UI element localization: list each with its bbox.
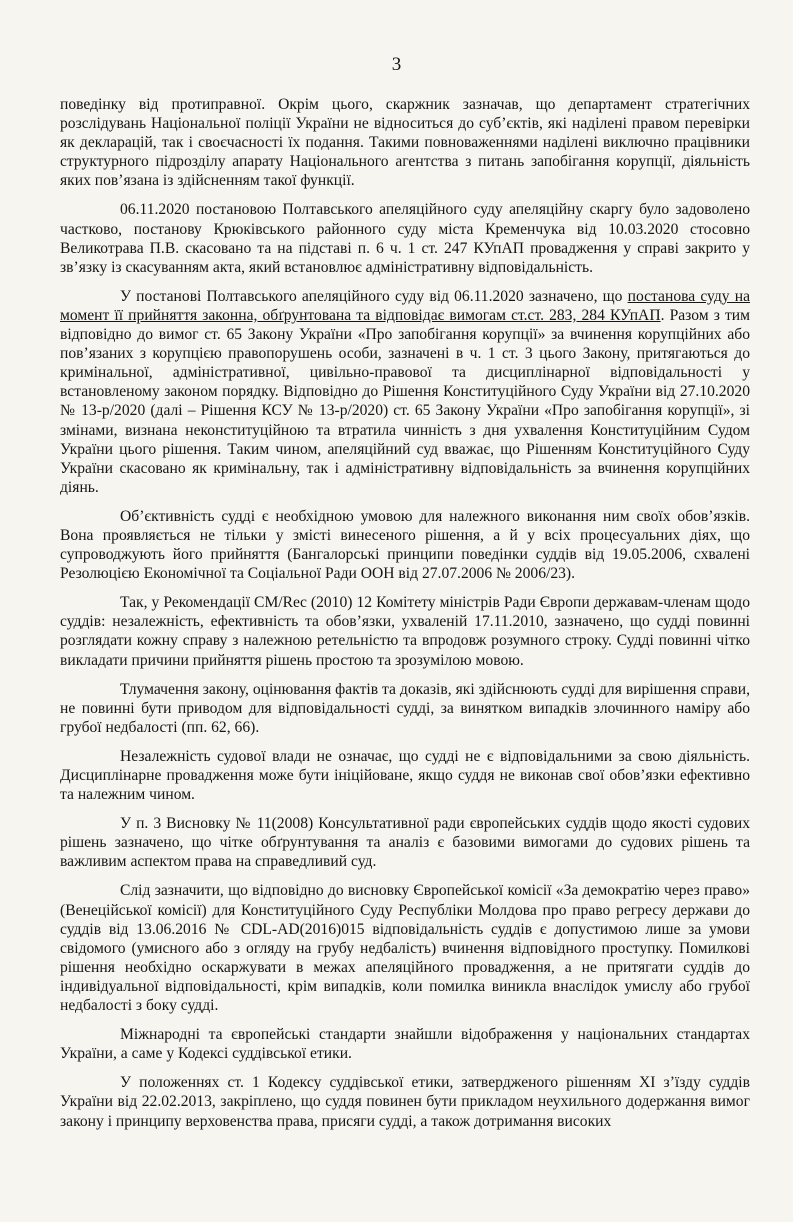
paragraph-interpretation: Тлумачення закону, оцінювання фактів та доказів, які здійснюють судді для вирішення справи, не повинні бути приводом для відповідальності судді, за винятком випадків злочинного наміру або грубої недбалості (пп. 62, 66). xyxy=(60,680,750,736)
paragraph-text: . Разом з тим відповідно до вимог ст. 65 Закону України «Про запобігання корупції» за вчинення корупційних або пов’язаних з корупцією правопорушень особи, зазначені в ч. 1 ст. 3 цього Закону, притягаються до кримінальної, адміністративної, цивільно-правової та дисциплінарної відповідальності у встановленому законом порядку. Відповідно до Рішення Конституційного Суду України від 27.10.2020 № 13-р/2020 (далі – Рішення КСУ № 13-р/2020) ст. 65 Закону України «Про запобігання корупції», зі змінами, визнана неконституційною та втратила чинність з дня ухвалення Конституційним Судом України цього рішення. Таким чином, апеляційний суд вважає, що Рішенням Конституційного Суду України скасовано як кримінальну, так і адміністративну відповідальність за вчинення корупційних діянь. xyxy=(60,306,751,496)
paragraph-text: У постанові Полтавського апеляційного суду від 06.11.2020 зазначено, що xyxy=(120,287,628,305)
paragraph-independence: Незалежність судової влади не означає, що судді не є відповідальними за свою діяльність. Дисциплінарне провадження може бути ініційоване, якщо суддя не виконав свої обов’язки ефективно та належним чином. xyxy=(60,747,750,804)
paragraph-appeal-reasoning xyxy=(60,287,750,497)
document-body xyxy=(60,95,750,1137)
paragraph-ethics-code: У положеннях ст. 1 Кодексу суддівської етики, затвердженого рішенням ХІ з’їзду суддів України від 22.02.2013, закріплено, що суддя повинен бути прикладом неухильного додержання вимог закону і принципу верховенства права, присяги судді, а також дотримання високих xyxy=(60,1074,750,1130)
page-number: 3 xyxy=(391,54,402,75)
paragraph-recommendation: Так, у Рекомендації CM/Rec (2010) 12 Комітету міністрів Ради Європи державам-членам щодо суддів: незалежність, ефективність та обов’язки, ухваленій 17.11.2010, зазначено, що судді повинні розглядати кожну справу з належною ретельністю та впродовж розумного строку. Судді повинні чітко викладати причини прийняття рішень простою та зрозумілою мовою. xyxy=(60,594,750,669)
paragraph-national-standards: Міжнародні та європейські стандарти знайшли відображення у національних стандартах України, а саме у Кодексі суддівської етики. xyxy=(60,1026,750,1063)
paragraph-objectivity: Об’єктивність судді є необхідною умовою для належного виконання ним своїх обов’язків. Вона проявляється не тільки у змісті винесеного рішення, а й у всіх процесуальних діях, що супроводжують його прийняття (Бангалорські принципи поведінки суддів від 19.05.2006, схвалені Резолюцією Економічної та Соціальної Ради ООН від 27.07.2006 № 2006/23). xyxy=(60,507,750,583)
paragraph-appeal-ruling: 06.11.2020 постановою Полтавського апеляційного суду апеляційну скаргу було задоволено частково, постанову Крюківського районного суду міста Кременчука від 10.03.2020 стосовно Великотрава П.В. скасовано та на підставі п. 6 ч. 1 ст. 247 КУпАП провадження у справі закрито у зв’язку із скасуванням акта, який встановлює адміністративну відповідальність. xyxy=(60,201,750,276)
paragraph-continuation: поведінку від протиправної. Окрім цього, скаржник зазначав, що департамент стратегічних розслідувань Національної поліції України не відноситься до суб’єктів, які наділені правом перевірки як декларацій, так і своєчасності їх подання. Такими повноваженнями наділені виключно працівники структурного підрозділу апарату Національного агентства з питань запобігання корупції, діяльність яких пов’язана із здійсненням такої функції. xyxy=(60,96,750,190)
paragraph-ccje-opinion: У п. 3 Висновку № 11(2008) Консультативної ради європейських суддів щодо якості судових рішень зазначено, що чітке обґрунтування та аналіз є базовими вимогами до судових рішень та важливим аспектом права на справедливий суд. xyxy=(60,815,750,871)
paragraph-venice-commission: Слід зазначити, що відповідно до висновку Європейської комісії «За демократію через право» (Венеційської комісії) для Конституційного Суду Республіки Молдова про право регресу держави до суддів від 13.06.2016 № CDL-AD(2016)015 відповідальність суддів є допустимою лише за умови свідомого (умисного або з огляду на грубу недбалість) вчинення відповідного проступку. Помилкові рішення необхідно оскаржувати в межах апеляційного провадження, а не притягати суддів до індивідуальної відповідальності, крім випадків, коли помилка виникла внаслідок умислу або грубої недбалості з боку судді. xyxy=(60,882,750,1015)
underlined-text: постанова суду на момент її прийняття законна, обґрунтована та відповідає вимогам ст.ст. 283, 284 КУпАП xyxy=(60,287,750,324)
